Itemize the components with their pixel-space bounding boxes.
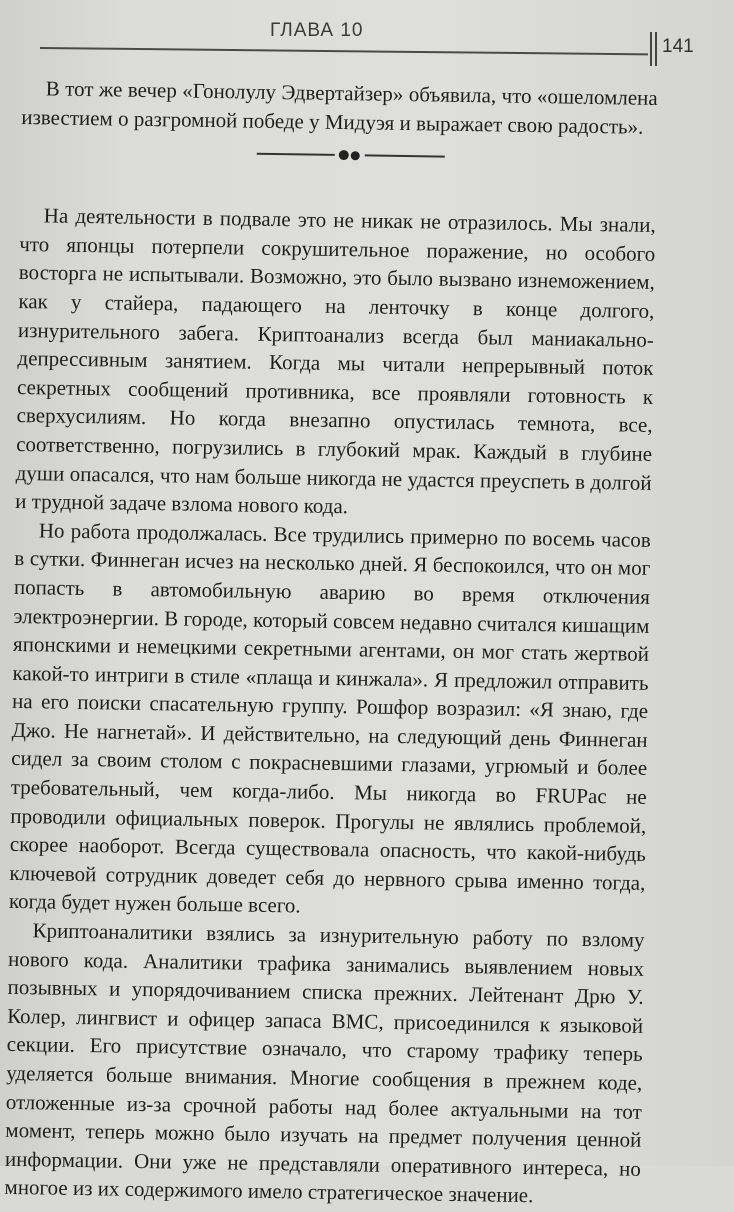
ornament-dot (351, 151, 360, 160)
ornament-dot (339, 150, 349, 160)
running-header (0, 0, 734, 70)
section-ornament (20, 131, 657, 211)
paragraph-2: Но работа продолжалась. Все трудились примерно по восемь часов в сутки. Финнеган исчез на несколько дней. Я беспокоился, что он мог попасть в автомобильную аварию во время отключения электроэнергии. В городе, который совсем недавно считался кишащим японскими и немецкими секретными агентами, он мог стать жертвой какой-то интриги в стиле «плаща и кинжала». Я предложил отправить на его поиски спасательную группу. Рошфор возразил: «Я знаю, где Джо. Не нагнетай». И действительно, на следующий день Финнеган сидел за своим столом с покрасневшими глазами, угрюмый и более требовательный, чем когда-либо. Мы никогда во FRUPac не проводили официальных поверок. Прогулы не являлись проблемой, скорее наоборот. Всегда существовала опасность, что какой-нибудь ключевой сотрудник доведет себя до нервного срыва именно тогда, когда будет нужен больше всего. (8, 518, 651, 918)
ornament-line-right (365, 155, 445, 158)
body-text (4, 74, 658, 1212)
header-bar-left (650, 32, 652, 66)
header-rule (40, 47, 648, 55)
paragraph-1: На деятельности в подвале это не никак не отразилось. Мы знали, что японцы потерпели сокрушительное поражение, но особого восторга не испытывали. Возможно, это было вызвано изнеможением, как у стайера, падающего на ленточку в конце долгого, изнурительного забега. Криптоанализ всегда был маниакально-депрессивным занятием. Когда мы читали непрерывный поток секретных сообщений противника, все проявляли готовность к сверхусилиям. Но когда внезапно опустилась темнота, все, соответственно, погрузились в глубокий мрак. Каждый в глубине души опасался, что нам больше никогда не удастся преуспеть в долгой и трудной задаче взлома нового кода. (15, 203, 656, 519)
chapter-title: ГЛАВА 10 (270, 20, 364, 41)
header-bar-right (655, 32, 657, 66)
page-number: 141 (662, 36, 694, 57)
paragraph-3: Криптоаналитики взялись за изнурительную работу по взлому нового кода. Аналитики трафика занимались выявлением новых позывных и упорядочиванием списка прежних. Лейтенант Дрю У. Колер, лингвист и офицер запаса ВМС, присоединился к языковой секции. Его присутствие означало, что старому трафику теперь уделяется больше внимания. Многие сообщения в прежнем коде, отложенные из-за срочной работы над более актуальными на тот момент, теперь можно было изучать на предмет получения ценной информации. Они уже не представляли оперативного интереса, но многое из их содержимого имело стратегическое значение. (4, 918, 645, 1208)
intro-paragraph: В тот же вечер «Гонолулу Эдвертайзер» объявила, что «ошеломлена известием о разгромной победе у Мидуэя и выражает свою радость». (21, 76, 658, 139)
ornament-line-left (257, 153, 335, 156)
